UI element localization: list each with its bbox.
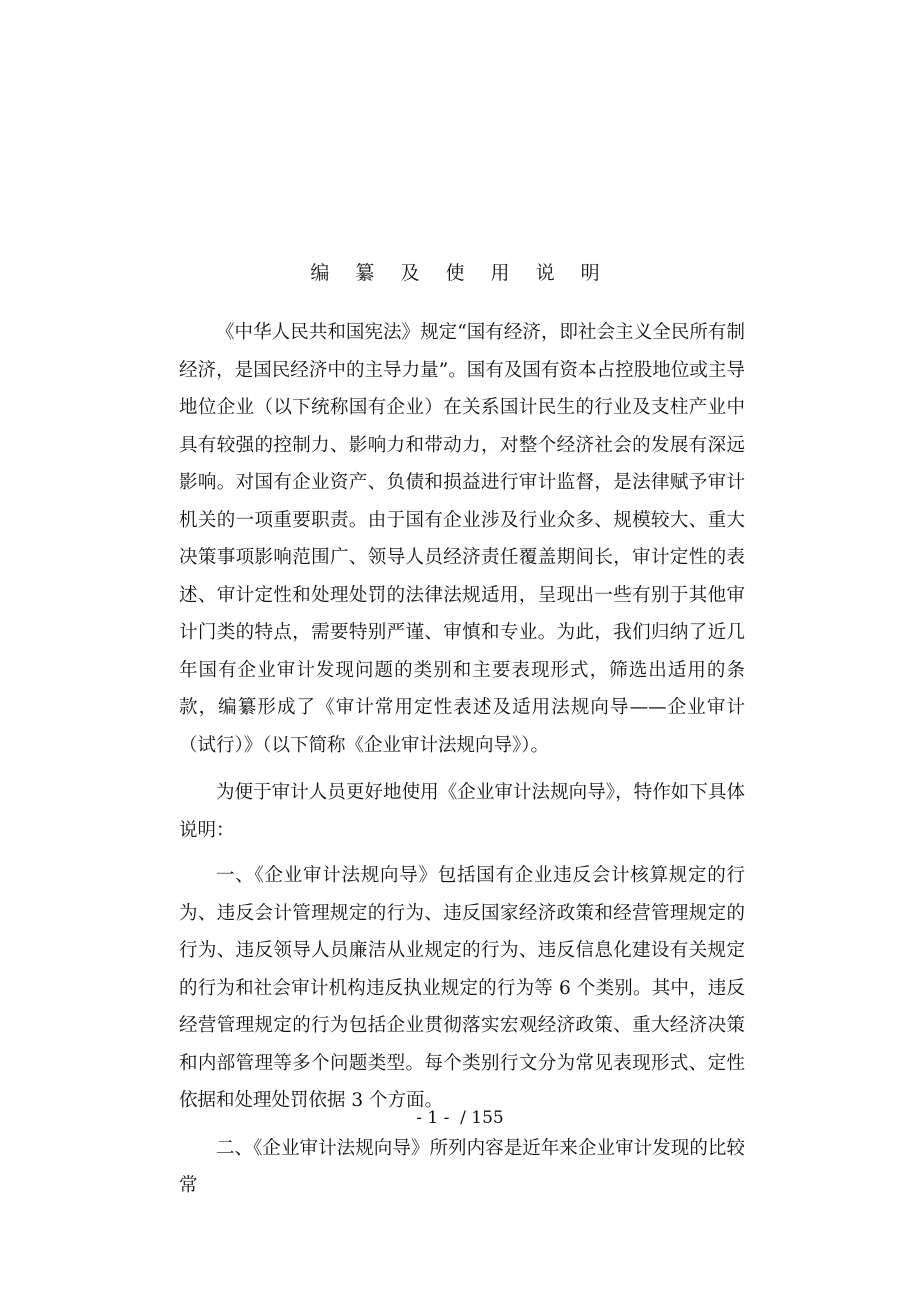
paragraph-item-two: 二、《企业审计法规向导》所列内容是近年来企业审计发现的比较常: [179, 1137, 745, 1196]
paragraph-intro: 《中华人民共和国宪法》规定“国有经济，即社会主义全民所有制经济，是国民经济中的主导力量”。国有及国有资本占控股地位或主导地位企业（以下统称国有企业）在关系国计民生的行业及支柱产业中具有较强的控制力、影响力和带动力，对整个经济社会的发展有深远影响。对国有企业资产、负债和损益进行审计监督，是法律赋予审计机关的一项重要职责。由于国有企业涉及行业众多、规模较大、重大决策事项影响范围广、领导人员经济责任覆盖期间长，审计定性的表述、审计定性和处理处罚的法律法规适用，呈现出一些有别于其他审计门类的特点，需要特别严谨、审慎和专业。为此，我们归纳了近几年国有企业审计发现问题的类别和主要表现形式，筛选出适用的条款，编纂形成了《审计常用定性表述及适用法规向导——企业审计（试行）》（以下简称《企业审计法规向导》）。: [179, 322, 745, 756]
paragraph-item-one: 一、《企业审计法规向导》包括国有企业违反会计核算规定的行为、违反会计管理规定的行为、违反国家经济政策和经营管理规定的行为、违反领导人员廉洁从业规定的行为、违反信息化建设有关规定的行为和社会审计机构违反执业规定的行为等 6 个类别。其中，违反经营管理规定的行为包括企业贯彻落实宏观经济政策、重大经济决策和内部管理等多个问题类型。每个类别行文分为常见表现形式、定性依据和处理处罚依据 3 个方面。: [179, 865, 745, 1111]
document-title: 编 纂 及 使 用 说 明: [310, 262, 610, 284]
page-number: - 1 - / 155: [416, 1108, 504, 1128]
paragraph-usage-note: 为便于审计人员更好地使用《企业审计法规向导》，特作如下具体说明：: [179, 782, 745, 841]
document-body: [179, 314, 745, 1215]
